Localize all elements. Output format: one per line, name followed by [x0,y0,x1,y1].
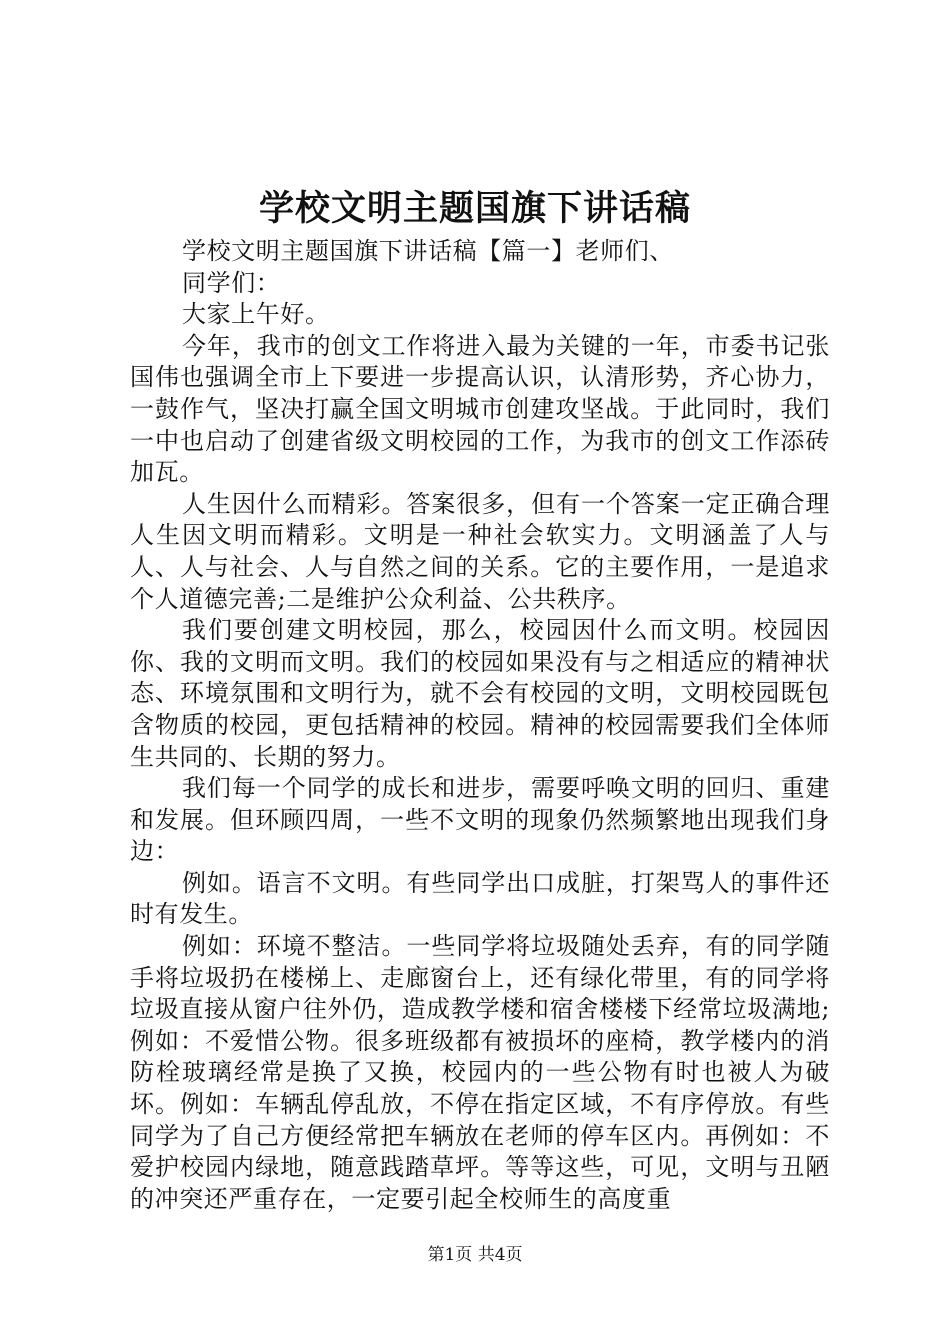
paragraph-greeting-line2: 同学们： [182,268,281,297]
document-title: 学校文明主题国旗下讲话稿 [258,188,691,229]
paragraph-example-language: 例如。语言不文明。有些同学出口成脏，打架骂人的事件还时有发生。 [130,868,830,929]
paragraph-greeting-line1: 学校文明主题国旗下讲话稿【篇一】老师们、 [182,237,674,265]
page-footer: 第1页 共4页 [427,1245,523,1265]
paragraph-civility-life: 人生因什么而精彩。答案很多，但有一个答案一定正确合理人生因文明而精彩。文明是一种社会软实力。文明涵盖了人与人、人与社会、人与自然之间的关系。它的主要作用，一是追求个人道德完善;二是维护公众利益、公共秩序。 [130,489,830,613]
paragraph-intro: 今年，我市的创文工作将进入最为关键的一年，市委书记张国伟也强调全市上下要进一步提高认识，认清形势，齐心协力，一鼓作气，坚决打赢全国文明城市创建攻坚战。于此同时，我们一中也启动了创建省级文明校园的工作，为我市的创文工作添砖加瓦。 [130,331,830,487]
paragraph-greeting-line3: 大家上午好。 [182,300,330,329]
paragraph-civilized-campus: 我们要创建文明校园，那么，校园因什么而文明。校园因你、我的文明而文明。我们的校园如果没有与之相适应的精神状态、环境氛围和文明行为，就不会有校园的文明，文明校园既包含物质的校园，更包括精神的校园。精神的校园需要我们全体师生共同的、长期的努力。 [130,616,830,771]
paragraph-growth: 我们每一个同学的成长和进步，需要呼唤文明的回归、重建和发展。但环顾四周，一些不文明的现象仍然频繁地出现我们身边： [130,774,830,866]
document-body [130,236,830,1215]
paragraph-example-environment: 例如：环境不整洁。一些同学将垃圾随处丢弃，有的同学随手将垃圾扔在楼梯上、走廊窗台上，还有绿化带里，有的同学将垃圾直接从窗户往外仍，造成教学楼和宿舍楼楼下经常垃圾满地;例如：不爱惜公物。很多班级都有被损坏的座椅，教学楼内的消防栓玻璃经常是换了又换，校园内的一些公物有时也被人为破坏。例如：车辆乱停乱放，不停在指定区域，不有序停放。有些同学为了自己方便经常把车辆放在老师的停车区内。再例如：不爱护校园内绿地，随意践踏草坪。等等这些，可见，文明与丑陋的冲突还严重存在，一定要引起全校师生的高度重 [130,932,830,1213]
